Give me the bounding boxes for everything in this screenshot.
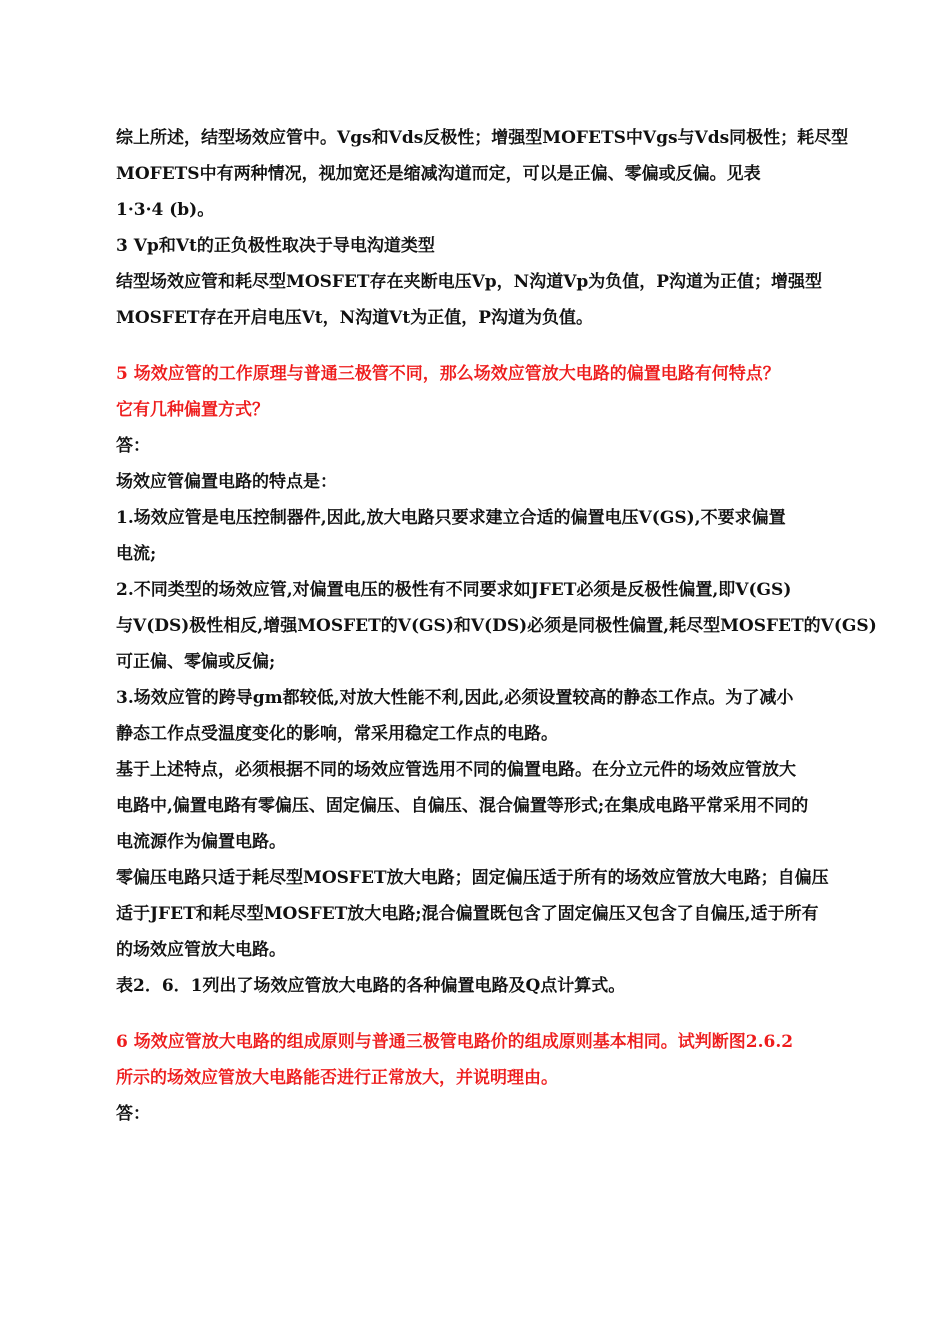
question-5-body-line: 基于上述特点，必须根据不同的场效应管选用不同的偏置电路。在分立元件的场效应管放大 [116,760,796,780]
spacer [116,336,886,356]
question-6-heading-1: 6 场效应管放大电路的组成原则与普通三极管电路价的组成原则基本相同。试判断图2.6.2 [116,1032,794,1052]
polarity-heading: 3 Vp和Vt的正负极性取决于导电沟道类型 [116,236,435,256]
question-5-body-line: 表2．6．1列出了场效应管放大电路的各种偏置电路及Q点计算式。 [116,976,626,996]
question-5-body-line: 零偏压电路只适于耗尽型MOSFET放大电路；固定偏压适于所有的场效应管放大电路；自偏压 [116,868,829,888]
question-5-body-line: 的场效应管放大电路。 [116,940,286,960]
polarity-line-1: 结型场效应管和耗尽型MOSFET存在夹断电压Vp，N沟道Vp为负值，P沟道为正值；增强型 [116,272,823,292]
polarity-line-2: MOSFET存在开启电压Vt，N沟道Vt为正值，P沟道为负值。 [116,308,593,328]
question-5-body-line: 场效应管偏置电路的特点是： [116,472,337,492]
question-5-heading-1: 5 场效应管的工作原理与普通三极管不同，那么场效应管放大电路的偏置电路有何特点？ [116,364,780,384]
spacer [116,1004,886,1024]
question-5-body-line: 3.场效应管的跨导gm都较低,对放大性能不利,因此,必须设置较高的静态工作点。为了减小 [116,688,794,708]
question-5-body-line: 适于JFET和耗尽型MOSFET放大电路;混合偏置既包含了固定偏压又包含了自偏压,适于所有 [116,904,819,924]
question-6-answer-label: 答： [116,1104,150,1124]
question-5-body-line: 1.场效应管是电压控制器件,因此,放大电路只要求建立合适的偏置电压V(GS),不要求偏置 [116,508,786,528]
document-page [116,120,886,1132]
question-5-body-line: 电流源作为偏置电路。 [116,832,286,852]
question-6-heading-2: 所示的场效应管放大电路能否进行正常放大，并说明理由。 [116,1068,558,1088]
question-5-body-line: 可正偏、零偏或反偏; [116,652,276,672]
question-5-heading-2: 它有几种偏置方式？ [116,400,269,420]
question-5-body-line: 2.不同类型的场效应管,对偏置电压的极性有不同要求如JFET必须是反极性偏置,即V(GS) [116,580,792,600]
summary-line-2: MOFETS中有两种情况，视加宽还是缩减沟道而定，可以是正偏、零偏或反偏。见表 [116,164,761,184]
question-5-body-line: 电流; [116,544,157,564]
summary-line-1: 综上所述，结型场效应管中。Vgs和Vds反极性；增强型MOFETS中Vgs与Vds同极性；耗尽型 [116,128,849,148]
summary-line-3: 1·3·4 (b)。 [116,200,215,220]
question-5-body-line: 与V(DS)极性相反,增强MOSFET的V(GS)和V(DS)必须是同极性偏置,耗尽型MOSFET的V(GS) [116,616,877,636]
question-5-body-line: 静态工作点受温度变化的影响，常采用稳定工作点的电路。 [116,724,558,744]
question-5-body-line: 电路中,偏置电路有零偏压、固定偏压、自偏压、混合偏置等形式;在集成电路平常采用不同的 [116,796,809,816]
question-5-answer-label: 答： [116,436,150,456]
